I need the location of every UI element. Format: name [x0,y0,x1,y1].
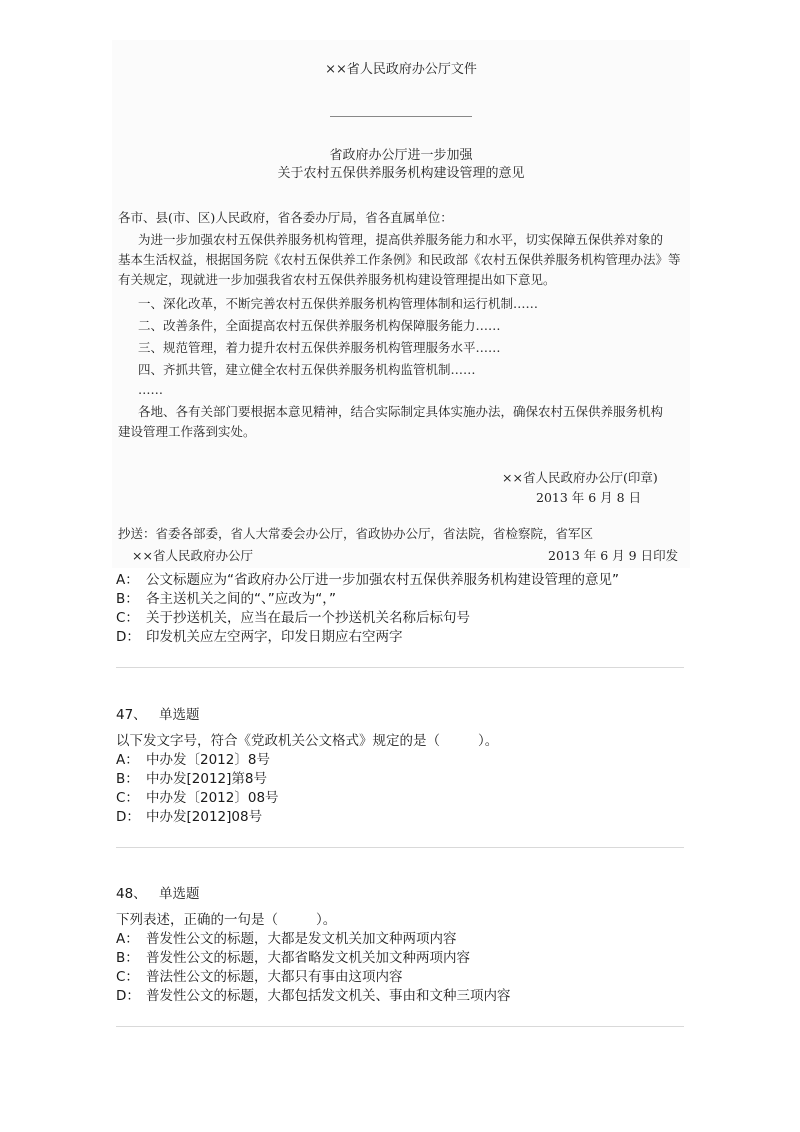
option-text: 中办发〔2012〕8号 [146,752,270,768]
q47-option-c[interactable] [116,788,279,808]
option-letter: C： [116,969,139,985]
question-type: 单选题 [158,886,200,902]
option-text: 中办发〔2012〕08号 [146,790,279,806]
option-text: 普法性公文的标题，大都只有事由这项内容 [146,969,403,985]
doc-point: 二、改善条件，全面提高农村五保供养服务机构保障服务能力…… [138,318,501,333]
option-text: 关于抄送机关，应当在最后一个抄送机关名称后标句号 [146,610,470,626]
option-letter: C： [116,790,139,806]
q47-option-b[interactable] [116,769,267,789]
option-text: 各主送机关之间的“、”应改为“，” [146,591,336,607]
q46-option-c[interactable] [116,608,470,628]
stem-text: 下列表述，正确的一句是（ [116,912,278,928]
option-text: 普发性公文的标题，大都省略发文机关加文种两项内容 [146,950,470,966]
doc-closing-line2: 建设管理工作落到实处。 [118,424,256,439]
doc-point: 一、深化改革，不断完善农村五保供养服务机构管理体制和运行机制…… [138,296,539,311]
q47-header [116,705,199,725]
option-text: 印发机关应左空两字，印发日期应右空两字 [146,629,403,645]
doc-signer: ××省人民政府办公厅(印章) [502,470,658,485]
question-type: 单选题 [158,707,200,723]
q48-option-c[interactable] [116,967,403,987]
question-number: 48、 [116,886,147,902]
q48-header [116,884,199,904]
option-text: 公文标题应为“省政府办公厅进一步加强农村五保供养服务机构建设管理的意见” [146,572,619,588]
option-letter: C： [116,610,139,626]
doc-issue-date: 2013 年 6 月 9 日印发 [548,548,679,563]
doc-point: 三、规范管理，着力提升农村五保供养服务机构管理服务水平…… [138,340,501,355]
option-letter: B： [116,771,139,787]
doc-body-line: 有关规定，现就进一步加强我省农村五保供养服务机构建设管理提出如下意见。 [118,272,556,287]
doc-body-line: 为进一步加强农村五保供养服务机构管理，提高供养服务能力和水平，切实保障五保供养对象的 [138,232,664,247]
q46-option-d[interactable] [116,627,403,647]
option-letter: A： [116,572,139,588]
doc-title-line2: 关于农村五保供养服务机构建设管理的意见 [277,166,525,181]
doc-cc: 抄送：省委各部委，省人大常委会办公厅，省政协办公厅，省法院，省检察院，省军区 [118,526,594,541]
q47-stem [116,731,498,751]
doc-sign-date: 2013 年 6 月 8 日 [536,490,642,505]
q48-option-b[interactable] [116,948,470,968]
q47-option-d[interactable] [116,807,262,827]
doc-title-line1: 省政府办公厅进一步加强 [329,148,473,163]
option-letter: B： [116,950,139,966]
doc-divider [330,116,472,117]
document-scan-image [112,40,690,568]
stem-text-end: ）。 [478,733,499,749]
doc-issuer: ××省人民政府办公厅 [132,548,253,563]
q48-option-a[interactable] [116,929,457,949]
stem-text-end: ）。 [316,912,337,928]
option-letter: D： [116,809,140,825]
question-divider [116,667,684,668]
stem-text: 以下发文字号，符合《党政机关公文格式》规定的是（ [116,733,440,749]
option-text: 中办发[2012]第8号 [146,771,267,787]
option-letter: B： [116,591,139,607]
doc-body-line: 基本生活权益，根据国务院《农村五保供养工作条例》和民政部《农村五保供养服务机构管理办法》等 [118,252,681,267]
option-text: 普发性公文的标题，大都包括发文机关、事由和文种三项内容 [146,988,511,1004]
option-letter: D： [116,629,140,645]
question-number: 47、 [116,707,147,723]
q48-stem [116,910,336,930]
option-letter: D： [116,988,140,1004]
doc-header: ××省人民政府办公厅文件 [325,62,477,77]
doc-closing-line1: 各地、各有关部门要根据本意见精神，结合实际制定具体实施办法，确保农村五保供养服务机构 [138,404,664,419]
doc-addressee: 各市、县(市、区)人民政府，省各委办厅局，省各直属单位： [118,210,453,225]
q46-option-b[interactable] [116,589,336,609]
q47-option-a[interactable] [116,750,270,770]
q46-option-a[interactable] [116,570,619,590]
option-text: 普发性公文的标题，大都是发文机关加文种两项内容 [146,931,457,947]
option-letter: A： [116,931,139,947]
question-divider [116,847,684,848]
option-letter: A： [116,752,139,768]
question-divider [116,1026,684,1027]
doc-ellipsis: …… [138,382,163,397]
doc-point: 四、齐抓共管，建立健全农村五保供养服务机构监管机制…… [138,362,476,377]
option-text: 中办发[2012]08号 [146,809,263,825]
q48-option-d[interactable] [116,986,511,1006]
